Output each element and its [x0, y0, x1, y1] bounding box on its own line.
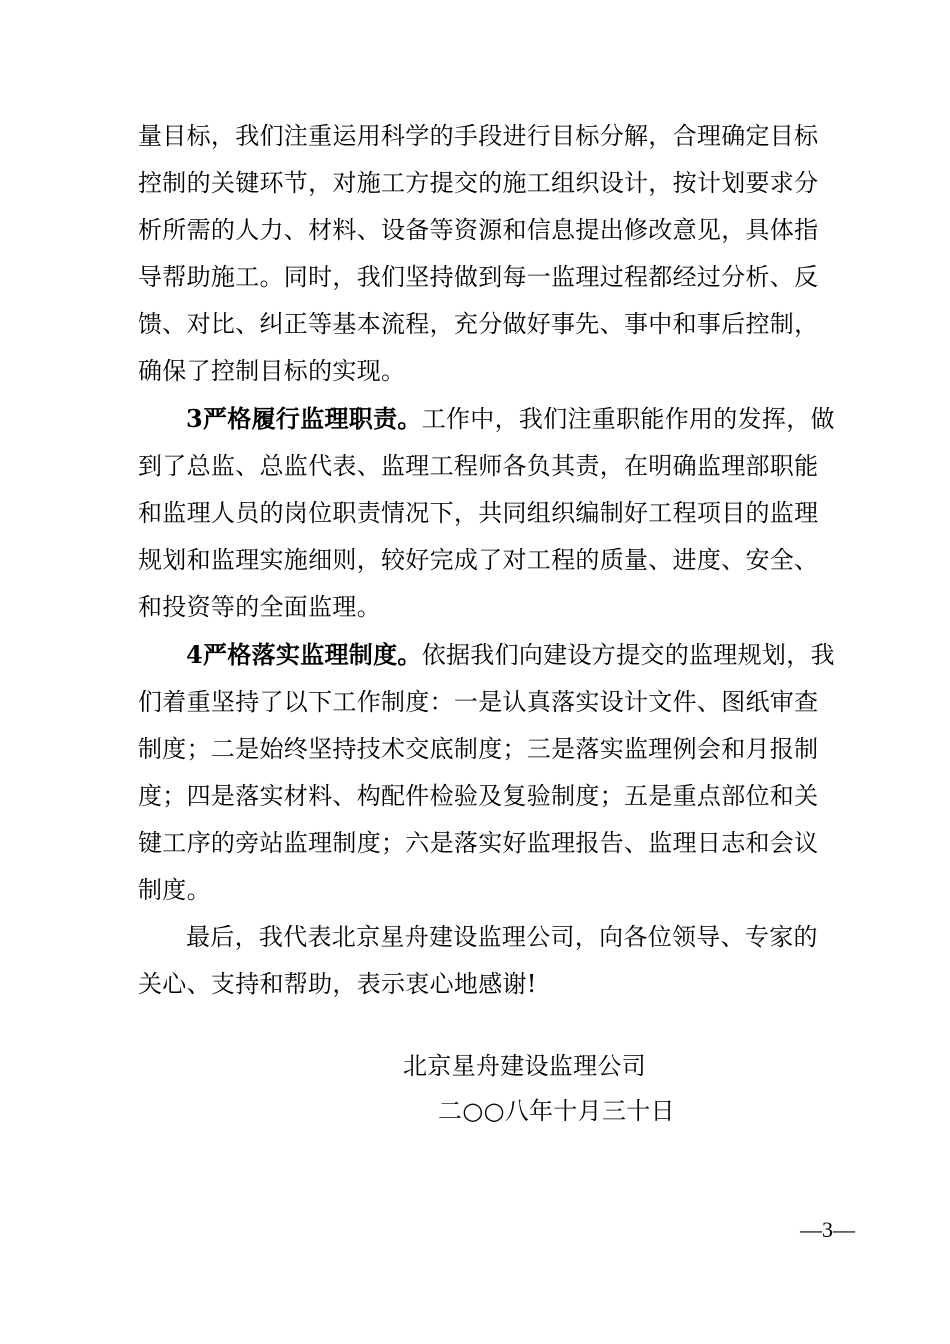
paragraph-duties — [138, 395, 860, 631]
text-line: 和投资等的全面监理。 — [138, 593, 381, 621]
text-line: 度；四是落实材料、构配件检验及复验制度；五是重点部位和关 — [138, 782, 819, 810]
section-heading-duties: 3严格履行监理职责。 — [186, 404, 422, 433]
text-line — [138, 631, 860, 679]
signature-date: 二○○八年十月三十日 — [438, 1097, 675, 1125]
signature-company: 北京星舟建设监理公司 — [403, 1052, 646, 1080]
text-line: 和监理人员的岗位职责情况下，共同组织编制好工程项目的监理 — [138, 499, 819, 527]
text-line: 规划和监理实施细则，较好完成了对工程的质量、进度、安全、 — [138, 546, 819, 574]
text-line: 关心、支持和帮助，表示衷心地感谢! — [138, 970, 537, 998]
section-heading-system: 4严格落实监理制度。 — [186, 640, 422, 669]
text-line: 键工序的旁站监理制度；六是落实好监理报告、监理日志和会议 — [138, 829, 819, 857]
text-line — [138, 395, 860, 443]
paragraph-target-control — [138, 113, 860, 395]
text-fragment: 工作中，我们注重职能作用的发挥，做 — [421, 405, 835, 433]
text-fragment: 依据我们向建设方提交的监理规划，我 — [421, 641, 835, 669]
text-line: 最后，我代表北京星舟建设监理公司，向各位领导、专家的 — [186, 923, 818, 951]
text-line: 到了总监、总监代表、监理工程师各负其责，在明确监理部职能 — [138, 452, 819, 480]
text-line: 导帮助施工。同时，我们坚持做到每一监理过程都经过分析、反 — [138, 263, 819, 291]
text-line: 量目标，我们注重运用科学的手段进行目标分解，合理确定目标 — [138, 122, 819, 150]
paragraph-system — [138, 631, 860, 914]
text-line: 们着重坚持了以下工作制度：一是认真落实设计文件、图纸审查 — [138, 688, 819, 716]
text-line: 控制的关键环节，对施工方提交的施工组织设计，按计划要求分 — [138, 169, 819, 197]
page-number: —3— — [800, 1217, 855, 1242]
text-line: 制度。 — [138, 876, 211, 904]
text-line: 馈、对比、纠正等基本流程，充分做好事先、事中和事后控制， — [138, 310, 819, 338]
text-line: 确保了控制目标的实现。 — [138, 357, 406, 385]
text-line: 制度；二是始终坚持技术交底制度；三是落实监理例会和月报制 — [138, 735, 819, 763]
paragraph-closing — [138, 914, 860, 1008]
document-body — [138, 113, 860, 1008]
text-line: 析所需的人力、材料、设备等资源和信息提出修改意见，具体指 — [138, 216, 819, 244]
